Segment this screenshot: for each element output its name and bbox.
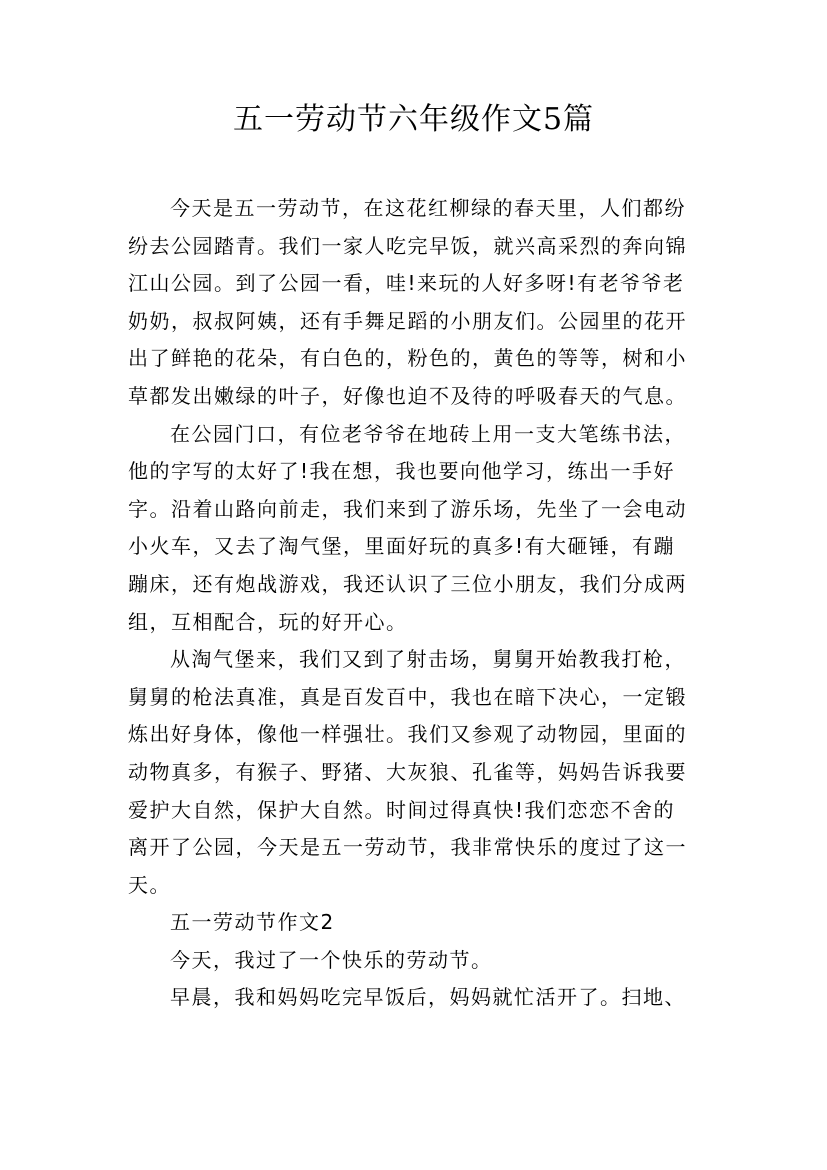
paragraph-1-line-1: 今天是五一劳动节，在这花红柳绿的春天里，人们都纷 (170, 196, 686, 220)
paragraph-3-line-2: 舅舅的枪法真准，真是百发百中，我也在暗下决心，一定锻 (128, 684, 687, 709)
paragraph-3-line-4: 动物真多，有猴子、野猪、大灰狼、孔雀等，妈妈告诉我要 (128, 759, 687, 784)
paragraph-2-line-4: 小火车，又去了淘气堡，里面好玩的真多!有大砸锤，有蹦 (128, 534, 676, 559)
paragraph-2-line-5: 蹦床，还有炮战游戏，我还认识了三位小朋友，我们分成两 (128, 571, 687, 596)
paragraph-4-line-1: 今天，我过了一个快乐的劳动节。 (170, 947, 493, 972)
paragraph-1-line-3: 江山公园。到了公园一看，哇!来玩的人好多呀!有老爷爷老 (128, 271, 685, 296)
paragraph-3-line-1: 从淘气堡来，我们又到了射击场，舅舅开始教我打枪， (170, 647, 686, 672)
document-title: 五一劳动节六年级作文5篇 (232, 102, 595, 137)
paragraph-2-line-3: 字。沿着山路向前走，我们来到了游乐场，先坐了一会电动 (128, 496, 687, 521)
paragraph-1-line-6: 草都发出嫩绿的叶子，好像也迫不及待的呼吸春天的气息。 (128, 383, 687, 408)
paragraph-1-line-2: 纷去公园踏青。我们一家人吃完早饭，就兴高采烈的奔向锦 (128, 233, 687, 258)
paragraph-1-line-5: 出了鲜艳的花朵，有白色的，粉色的，黄色的等等，树和小 (128, 346, 687, 371)
paragraph-2-line-6: 组，互相配合，玩的好开心。 (128, 609, 408, 634)
paragraph-3-line-3: 炼出好身体，像他一样强壮。我们又参观了动物园，里面的 (128, 722, 687, 747)
document-body (128, 190, 718, 1017)
paragraph-3-line-6: 离开了公园，今天是五一劳动节，我非常快乐的度过了这一 (128, 835, 687, 860)
paragraph-2-line-2: 他的字写的太好了!我在想，我也要向他学习，练出一手好 (128, 459, 676, 484)
paragraph-5-line-1: 早晨，我和妈妈吃完早饭后，妈妈就忙活开了。扫地、 (170, 985, 686, 1010)
section-heading-2: 五一劳动节作文2 (170, 910, 335, 935)
paragraph-2-line-1: 在公园门口，有位老爷爷在地砖上用一支大笔练书法， (170, 421, 686, 446)
paragraph-1-line-4: 奶奶，叔叔阿姨，还有手舞足蹈的小朋友们。公园里的花开 (128, 308, 687, 333)
paragraph-3-line-5: 爱护大自然，保护大自然。时间过得真快!我们恋恋不舍的 (128, 797, 676, 822)
paragraph-3-line-7: 天。 (128, 872, 171, 897)
